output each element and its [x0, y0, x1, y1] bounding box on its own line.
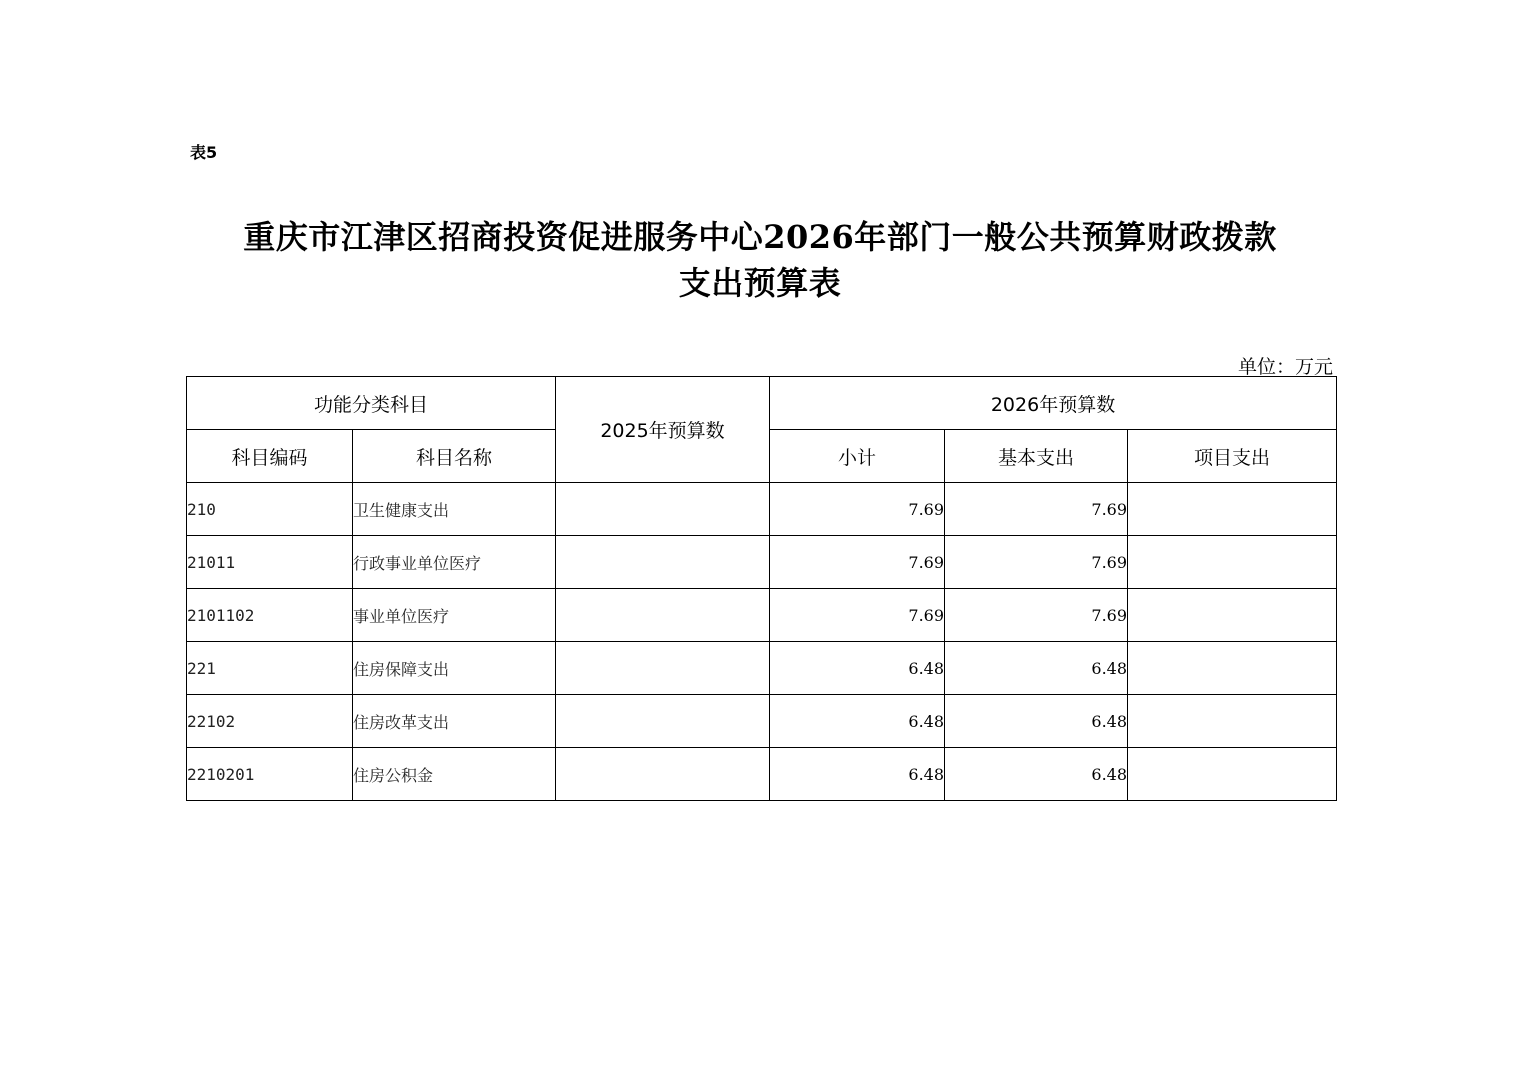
header-basic: 基本支出	[945, 430, 1128, 483]
row-code: 21011	[187, 536, 353, 589]
row-basic: 7.69	[945, 536, 1128, 589]
row-basic: 6.48	[945, 748, 1128, 801]
title-line-2: 支出预算表	[678, 264, 842, 302]
row-project	[1128, 642, 1337, 695]
row-name: 行政事业单位医疗	[353, 536, 556, 589]
table-row	[187, 748, 1337, 801]
row-code: 221	[187, 642, 353, 695]
row-basic: 7.69	[945, 483, 1128, 536]
row-project	[1128, 589, 1337, 642]
table-row	[187, 483, 1337, 536]
row-subtotal: 6.48	[770, 695, 945, 748]
row-name: 住房改革支出	[353, 695, 556, 748]
row-name: 事业单位医疗	[353, 589, 556, 642]
header-functional-category: 功能分类科目	[187, 377, 556, 430]
row-subtotal: 7.69	[770, 483, 945, 536]
row-code: 210	[187, 483, 353, 536]
row-subtotal: 6.48	[770, 642, 945, 695]
document-title	[160, 214, 1360, 306]
row-subtotal: 7.69	[770, 536, 945, 589]
row-budget-2025	[556, 589, 770, 642]
header-subtotal: 小计	[770, 430, 945, 483]
header-name: 科目名称	[353, 430, 556, 483]
table-number-label: 表5	[190, 143, 218, 162]
row-project	[1128, 483, 1337, 536]
row-name: 卫生健康支出	[353, 483, 556, 536]
row-budget-2025	[556, 748, 770, 801]
unit-label: 单位：万元	[1237, 356, 1333, 378]
row-code: 2101102	[187, 589, 353, 642]
table-row	[187, 695, 1337, 748]
table-row	[187, 642, 1337, 695]
row-name: 住房公积金	[353, 748, 556, 801]
row-basic: 6.48	[945, 642, 1128, 695]
header-code: 科目编码	[187, 430, 353, 483]
row-budget-2025	[556, 642, 770, 695]
header-project: 项目支出	[1128, 430, 1337, 483]
row-project	[1128, 748, 1337, 801]
row-code: 2210201	[187, 748, 353, 801]
table-row	[187, 536, 1337, 589]
row-name: 住房保障支出	[353, 642, 556, 695]
row-basic: 6.48	[945, 695, 1128, 748]
row-budget-2025	[556, 536, 770, 589]
row-subtotal: 6.48	[770, 748, 945, 801]
header-budget-2025: 2025年预算数	[556, 377, 770, 483]
row-basic: 7.69	[945, 589, 1128, 642]
row-budget-2025	[556, 695, 770, 748]
table-row	[187, 589, 1337, 642]
row-code: 22102	[187, 695, 353, 748]
row-budget-2025	[556, 483, 770, 536]
header-budget-2026: 2026年预算数	[770, 377, 1337, 430]
budget-table	[186, 376, 1337, 801]
row-subtotal: 7.69	[770, 589, 945, 642]
row-project	[1128, 695, 1337, 748]
row-project	[1128, 536, 1337, 589]
title-line-1: 重庆市江津区招商投资促进服务中心2026年部门一般公共预算财政拨款	[243, 218, 1277, 256]
